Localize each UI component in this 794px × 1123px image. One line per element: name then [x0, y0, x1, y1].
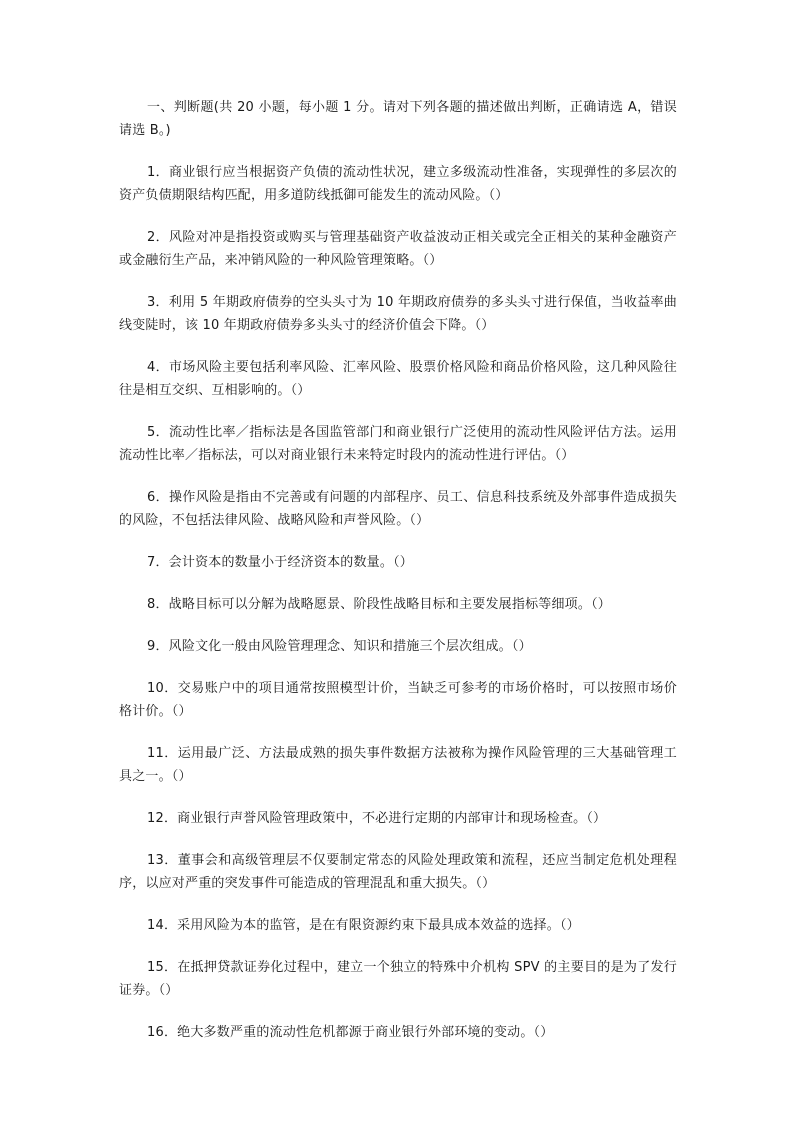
question-12: 12．商业银行声誉风险管理政策中，不必进行定期的内部审计和现场检查。（） — [147, 811, 607, 826]
section-heading: 一、判断题(共 20 小题，每小题 1 分。请对下列各题的描述做出判断，正确请选 A，错误请选 B。) — [119, 100, 677, 138]
question-2: 2．风险对冲是指投资或购买与管理基础资产收益波动正相关或完全正相关的某种金融资产或金融衍生产品，来冲销风险的一种风险管理策略。（） — [119, 230, 677, 268]
question-13: 13．董事会和高级管理层不仅要制定常态的风险处理政策和流程，还应当制定危机处理程序，以应对严重的突发事件可能造成的管理混乱和重大损失。（） — [119, 853, 677, 891]
question-7: 7．会计资本的数量小于经济资本的数量。（） — [147, 555, 413, 570]
question-16: 16．绝大多数严重的流动性危机都源于商业银行外部环境的变动。（） — [147, 1025, 554, 1040]
question-10: 10．交易账户中的项目通常按照模型计价，当缺乏可参考的市场价格时，可以按照市场价格计价。（） — [119, 681, 677, 719]
question-1: 1．商业银行应当根据资产负债的流动性状况，建立多级流动性准备，实现弹性的多层次的资产负债期限结构匹配，用多道防线抵御可能发生的流动风险。（） — [119, 165, 677, 203]
question-9: 9．风险文化一般由风险管理理念、知识和措施三个层次组成。（） — [147, 639, 532, 654]
question-3: 3．利用 5 年期政府债券的空头头寸为 10 年期政府债券的多头头寸进行保值，当收益率曲线变陡时，该 10 年期政府债券多头头寸的经济价值会下降。（） — [119, 295, 677, 333]
question-5: 5．流动性比率／指标法是各国监管部门和商业银行广泛使用的流动性风险评估方法。运用流动性比率／指标法，可以对商业银行未来特定时段内的流动性进行评估。（） — [119, 425, 677, 463]
question-14: 14．采用风险为本的监管，是在有限资源约束下最具成本效益的选择。（） — [147, 918, 580, 933]
question-11: 11．运用最广泛、方法最成熟的损失事件数据方法被称为操作风险管理的三大基础管理工具之一。（） — [119, 746, 677, 784]
question-15: 15．在抵押贷款证券化过程中，建立一个独立的特殊中介机构 SPV 的主要目的是为了发行证券。（） — [119, 960, 677, 998]
question-6: 6．操作风险是指由不完善或有问题的内部程序、员工、信息科技系统及外部事件造成损失的风险，不包括法律风险、战略风险和声誉风险。（） — [119, 490, 677, 528]
question-8: 8．战略目标可以分解为战略愿景、阶段性战略目标和主要发展指标等细项。（） — [147, 597, 611, 612]
question-4: 4．市场风险主要包括利率风险、汇率风险、股票价格风险和商品价格风险，这几种风险往往是相互交织、互相影响的。（） — [119, 360, 677, 398]
document-page — [119, 96, 677, 1063]
